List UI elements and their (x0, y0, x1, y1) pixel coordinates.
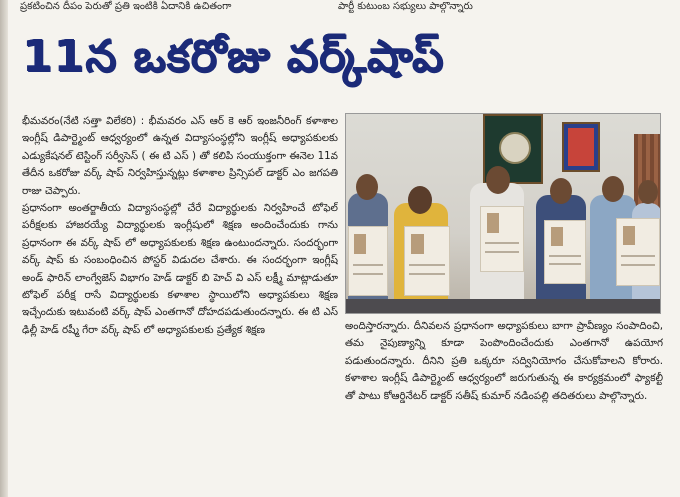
workshop-poster-2 (404, 226, 450, 296)
article-headline: 11న ఒకరోజు వర్క్‌షాప్ (22, 31, 445, 82)
workshop-poster-3 (480, 206, 524, 272)
wall-certificate-frame (562, 122, 600, 172)
article-paragraph-1: భీమవరం(నేటి సత్తా విలేకరి) : భీమవరం ఎస్ ఆర్ కె ఆర్ ఇంజనీరింగ్ కళాశాల ఇంగ్లీష్ డిపార్ట్మెంట్ ఆధ్వర్యంలో ఉన్నత విద్యాసంస్థల్లోని ఇంగ్లీష్ అధ్యాపకులకు ఎడ్యుకేషనల్ టెస్టింగ్ సర్వీసెస్ ( ఈ టి ఎస్ ) తో కలిపి సంయుక్తంగా ఈనెల 11వ తేదీన ఒకరోజు వర్క్ షాప్ నిర్వహిస్తున్నట్లు కళాశాల ప్రిన్సిపల్ డాక్టర్ ఎం జగపతి రాజు చెప్పారు. (22, 115, 338, 197)
article-right-column (345, 318, 663, 468)
article-paragraph-2: ప్రధానంగా అంతర్జాతీయ విద్యాసంస్థల్లో చేరే విద్యార్థులకు నిర్వహించే టోఫెల్ పరీక్షలకు హాజరయ్యే విద్యార్థులకు ఇంగ్లీషులో శిక్షణ అందించేందుకు గాను ప్రధానంగా ఈ వర్క్ షాప్ లో అధ్యాపకులకు శిక్షణ ఉంటుందన్నారు. సందర్భంగా వర్క్ షాప్ కు సంబంధించిన పోస్టర్ విడుదల చేశారు. ఈ సందర్భంగా ఇంగ్లీష్ అండ్ ఫారిన్ లాంగ్వేజెస్ విభాగం హెడ్ డాక్టర్ బి హెచ్ వి ఎస్ లక్ష్మీ మాట్లాడుతూ టోఫెల్ పరీక్ష రాసే విద్యార్థులకు కళాశాల స్థాయిలోని అధ్యాపకులు శిక్షణ ఇచ్చేందుకు ఇటువంటి వర్క్ షాప్ ఎంతగానో దోహదపడుతుందన్నారు. ఈ టి ఎస్ ఢిల్లీ హెడ్ రష్మీ గేరా వర్క్ షాప్ లో అధ్యాపకులకు ప్రత్యేక శిక్షణ (22, 202, 338, 336)
article-left-column (22, 113, 338, 485)
table-edge (346, 299, 660, 313)
workshop-poster-1 (348, 226, 388, 296)
previous-article-text-right: పార్టీ కుటుంబ సభ్యులు పాల్గొన్నారు (338, 1, 473, 12)
workshop-poster-release-photo (345, 113, 661, 314)
previous-article-strip (0, 0, 680, 14)
workshop-poster-5 (616, 218, 660, 286)
workshop-poster-4 (544, 220, 586, 284)
article-paragraph-3: అందిస్తారన్నారు. దీనివలన ప్రధానంగా అధ్యాపకులు బాగా ప్రావీణ్యం సంపాదించి, తమ నైపుణ్యాన్ని కూడా పెంపొందించేందుకు ఎంతగానో ఉపయోగ పడుతుందన్నారు. దీనిని ప్రతి ఒక్కరూ సద్వినియోగం చేసుకోవాలని కోరారు. కళాశాల ఇంగ్లీష్ డిపార్ట్మెంట్ ఆధ్వర్యంలో జరుగుతున్న ఈ కార్యక్రమంలో ఫ్యాకల్టీ తో పాటు కోఆర్డినేటర్ డాక్టర్ సతీష్ కుమార్ నడింపల్లి తదితరులు పాల్గొన్నారు. (345, 320, 663, 402)
page-fold-edge (0, 0, 8, 497)
previous-article-text-left: ప్రకటించిన దీపం పెరుతో ప్రతి ఇంటికి ఏదానికి ఉచితంగా (20, 1, 232, 12)
